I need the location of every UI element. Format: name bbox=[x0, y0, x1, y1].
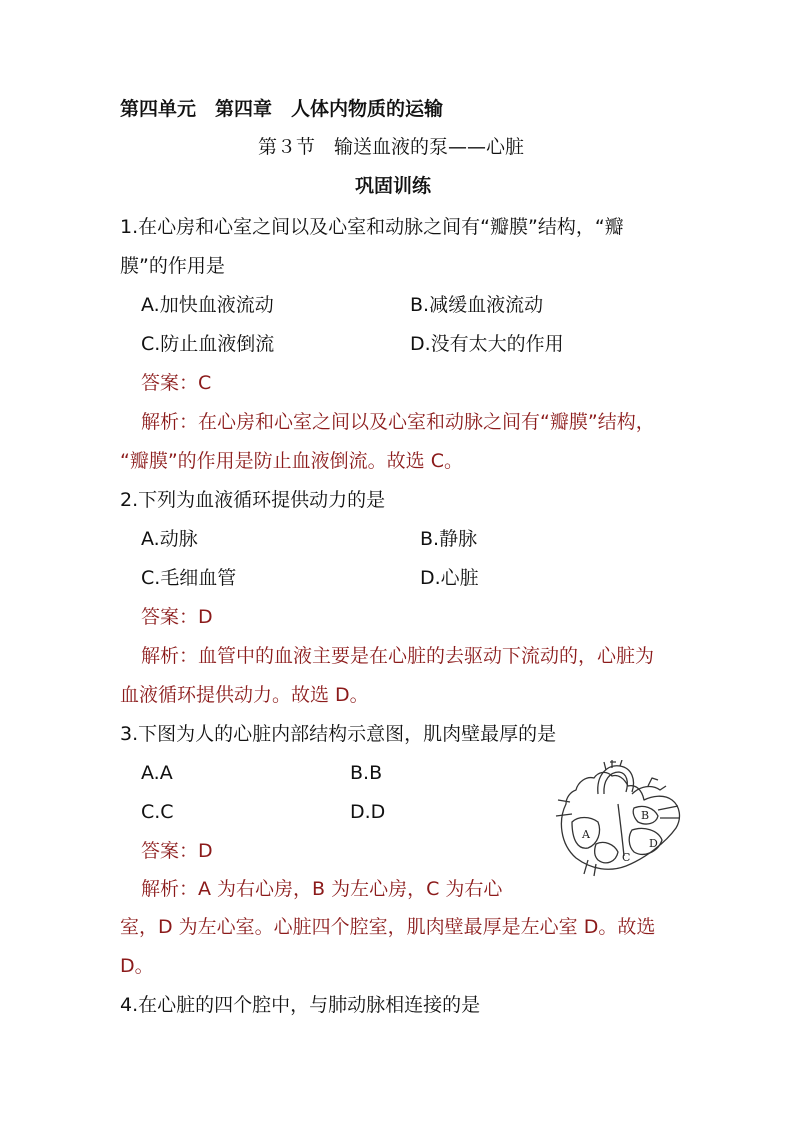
q3-answer: 答案：D bbox=[141, 840, 213, 862]
heart-label-d: D bbox=[649, 837, 658, 850]
q3-analysis-line3: D。 bbox=[120, 955, 154, 977]
aorta bbox=[598, 766, 634, 794]
q3-stem: 3.下图为人的心脏内部结构示意图，肌肉壁最厚的是 bbox=[120, 723, 557, 745]
q1-stem-line2: 膜”的作用是 bbox=[120, 255, 225, 277]
exercise-title: 巩固训练 bbox=[355, 175, 432, 197]
q4-stem: 4.在心脏的四个腔中，与肺动脉相连接的是 bbox=[120, 994, 481, 1016]
q2-stem: 2.下列为血液循环提供动力的是 bbox=[120, 489, 386, 511]
q2-option-d: D.心脏 bbox=[420, 567, 479, 589]
q2-analysis-line2: 血液循环提供动力。故选 D。 bbox=[120, 684, 369, 706]
section-title: 第３节 输送血液的泵——心脏 bbox=[258, 136, 525, 158]
heart-label-b: B bbox=[641, 809, 650, 822]
q2-option-a: A.动脉 bbox=[141, 528, 198, 550]
q1-stem-line1: 1.在心房和心室之间以及心室和动脉之间有“瓣膜”结构，“瓣 bbox=[120, 216, 624, 238]
q2-option-c: C.毛细血管 bbox=[141, 567, 237, 589]
heart-diagram bbox=[548, 760, 686, 878]
q1-option-a: A.加快血液流动 bbox=[141, 294, 274, 316]
q3-analysis-line1: 解析：A 为右心房，B 为左心房，C 为右心 bbox=[141, 878, 503, 900]
q3-analysis-line2: 室，D 为左心室。心脏四个腔室，肌肉壁最厚是左心室 D。故选 bbox=[120, 916, 656, 938]
unit-title: 第四单元 第四章 人体内物质的运输 bbox=[120, 98, 444, 120]
heart-label-a: A bbox=[582, 828, 590, 841]
q1-answer: 答案：C bbox=[141, 372, 212, 394]
q2-analysis-line1: 解析：血管中的血液主要是在心脏的去驱动下流动的，心脏为 bbox=[141, 645, 655, 667]
q1-analysis-line2: “瓣膜”的作用是防止血液倒流。故选 C。 bbox=[120, 450, 463, 472]
q3-option-a: A.A bbox=[141, 762, 173, 784]
q2-option-b: B.静脉 bbox=[420, 528, 478, 550]
heart-label-c: C bbox=[622, 851, 631, 864]
septum bbox=[618, 804, 624, 856]
q1-option-d: D.没有太大的作用 bbox=[410, 333, 564, 355]
q1-analysis-line1: 解析：在心房和心室之间以及心室和动脉之间有“瓣膜”结构， bbox=[141, 411, 655, 433]
q1-option-b: B.减缓血液流动 bbox=[410, 294, 544, 316]
q3-option-d: D.D bbox=[350, 801, 386, 823]
q2-answer: 答案：D bbox=[141, 606, 213, 628]
q3-option-b: B.B bbox=[350, 762, 383, 784]
pulmonary-artery bbox=[632, 778, 666, 794]
q1-option-c: C.防止血液倒流 bbox=[141, 333, 275, 355]
q3-option-c: C.C bbox=[141, 801, 174, 823]
